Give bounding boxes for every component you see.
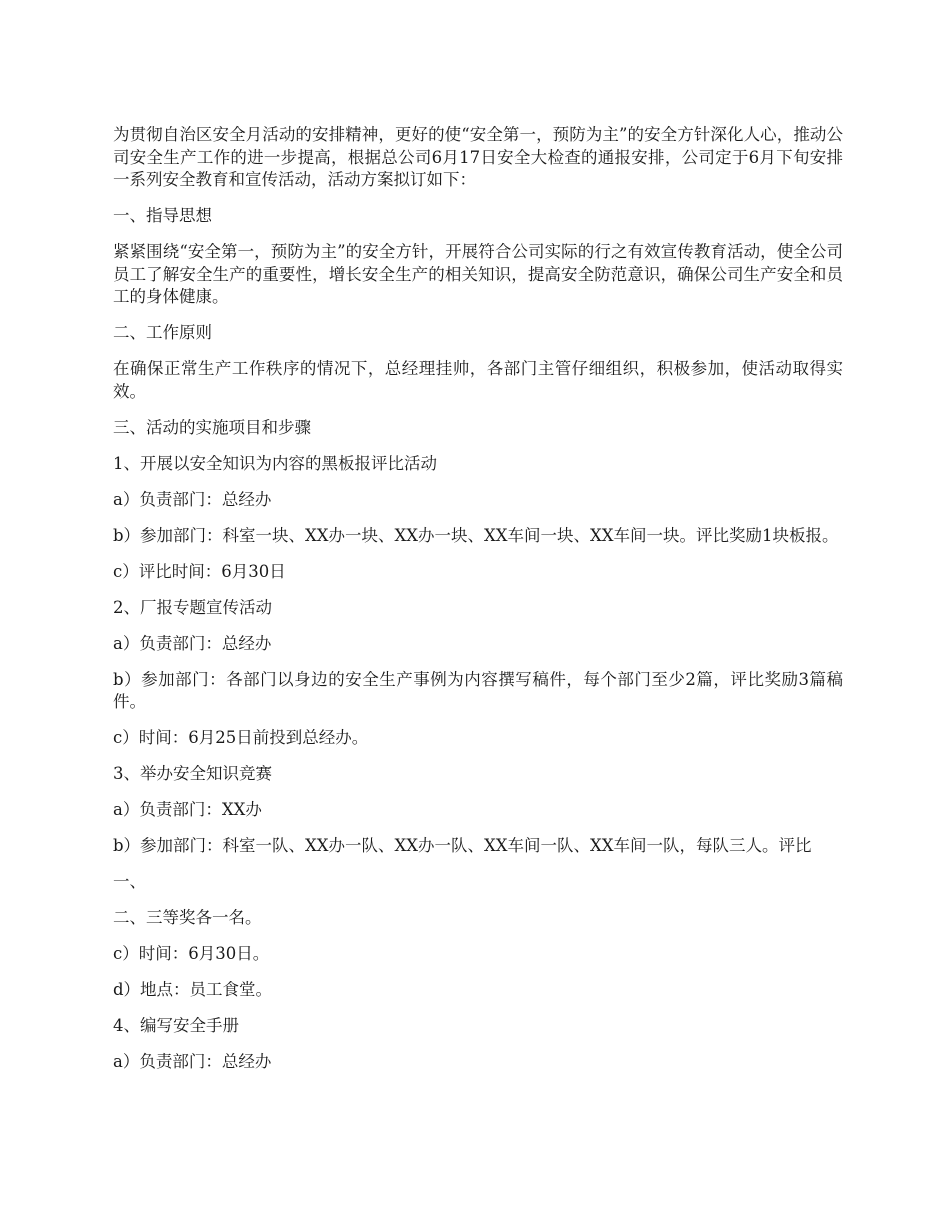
guiding-ideology-paragraph: 紧紧围绕“安全第一，预防为主”的安全方针，开展符合公司实际的行之有效宣传教育活动，使全公司员工了解安全生产的重要性，增长安全生产的相关知识，提高安全防范意识，确保公司生产安全和员工的身体健康。 [113, 242, 843, 306]
item-4-responsible: a）负责部门：总经办 [113, 1052, 272, 1071]
item-1-participants: b）参加部门：科室一块、XX办一块、XX办一块、XX车间一块、XX车间一块。评比奖励1块板报。 [113, 525, 839, 545]
item-2-time: c）时间：6月25日前投到总经办。 [113, 728, 369, 747]
section-heading-activity-items: 三、活动的实施项目和步骤 [113, 417, 311, 437]
item-2-heading: 2、厂报专题宣传活动 [113, 597, 272, 617]
item-2-responsible: a）负责部门：总经办 [113, 633, 272, 653]
item-1-time: c）评比时间：6月30日 [113, 561, 286, 581]
work-principles-paragraph: 在确保正常生产工作秩序的情况下，总经理挂帅，各部门主管仔细组织，积极参加，使活动取得实效。 [113, 359, 843, 401]
section-heading-work-principles: 二、工作原则 [113, 323, 212, 342]
section-heading-guiding-ideology: 一、指导思想 [113, 206, 212, 225]
item-3-responsible: a）负责部门：XX办 [113, 800, 262, 819]
item-2-participants: b）参加部门：各部门以身边的安全生产事例为内容撰写稿件，每个部门至少2篇，评比奖励3篇稿件。 [113, 669, 843, 711]
item-1-responsible: a）负责部门：总经办 [113, 489, 272, 509]
item-1-heading: 1、开展以安全知识为内容的黑板报评比活动 [113, 453, 437, 473]
item-3-participants: b）参加部门：科室一队、XX办一队、XX办一队、XX车间一队、XX车间一队，每队三人。评比 [113, 836, 812, 855]
item-4-heading: 4、编写安全手册 [113, 1016, 239, 1035]
document-body [113, 124, 843, 1087]
intro-paragraph: 为贯彻自治区安全月活动的安排精神，更好的使“安全第一，预防为主”的安全方针深化人心，推动公司安全生产工作的进一步提高，根据总公司6月17日安全大检查的通报安排，公司定于6月下旬安排一系列安全教育和宣传活动，活动方案拟订如下： [113, 125, 843, 189]
item-3-award-line-1: 一、 [113, 872, 146, 891]
item-3-award-line-2: 二、三等奖各一名。 [113, 908, 262, 927]
item-3-time: c）时间：6月30日。 [113, 944, 270, 963]
item-3-heading: 3、举办安全知识竞赛 [113, 764, 272, 783]
item-3-location: d）地点：员工食堂。 [113, 980, 273, 999]
